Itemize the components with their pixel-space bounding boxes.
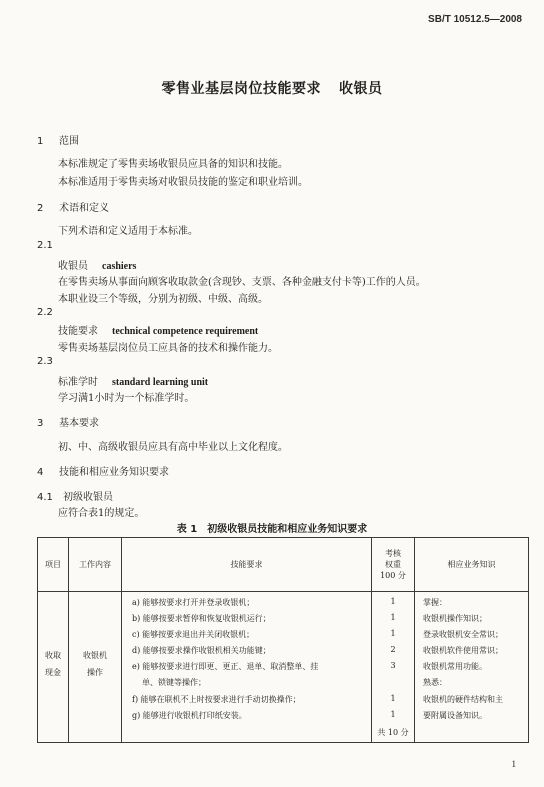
skill-b: b) 能够按要求暂停和恢复收银机运行； bbox=[132, 614, 271, 623]
clause-2-1-def-2: 本职业设三个等级，分别为初级、中级、高级。 bbox=[58, 294, 268, 305]
skill-f: f) 能够在联机不上时按要求进行手动切换操作； bbox=[132, 695, 301, 704]
weight-subtotal: 共 10 分 bbox=[377, 728, 409, 737]
clause-2-3-def-1: 学习满1小时为一个标准学时。 bbox=[58, 393, 195, 404]
clause-2-2-term: 技能要求 technical competence requirement bbox=[58, 326, 259, 337]
skill-g: g) 能够进行收银机打印纸安装。 bbox=[132, 711, 247, 720]
clause-2-2-number: 2.2 bbox=[37, 307, 53, 318]
skill-e: e) 能够按要求进行即更、更正、退单、取消整单、挂 bbox=[132, 662, 319, 671]
title-main: 零售业基层岗位技能要求 bbox=[161, 81, 321, 97]
header-weight: 考核 权重 100 分 bbox=[372, 538, 415, 592]
cell-skills bbox=[122, 592, 372, 743]
clause-2-1-term: 收银员 cashiers bbox=[58, 261, 137, 272]
table-header-row bbox=[38, 538, 529, 592]
section-3-para-1: 初、中、高级收银员应具有高中毕业以上文化程度。 bbox=[58, 442, 288, 453]
section-1-para-2: 本标准适用于零售卖场对收银员技能的鉴定和职业培训。 bbox=[58, 177, 308, 188]
skill-a: a) 能够按要求打开并登录收银机； bbox=[132, 598, 255, 607]
skill-c: c) 能够按要求退出并关闭收银机； bbox=[132, 630, 255, 639]
clause-2-2-def-1: 零售卖场基层岗位员工应具备的技术和操作能力。 bbox=[58, 343, 278, 354]
header-item: 项目 bbox=[38, 538, 69, 592]
section-4-heading: 4 技能和相应业务知识要求 bbox=[37, 467, 169, 478]
cell-weights: 1 1 1 2 3 1 1 共 10 分 bbox=[372, 592, 415, 743]
clause-2-1-def-1: 在零售卖场从事面向顾客收取款金(含现钞、支票、各种金融支付卡等)工作的人员。 bbox=[58, 277, 426, 288]
clause-4-1-heading: 4.1 初级收银员 bbox=[37, 492, 113, 503]
section-3-heading: 3 基本要求 bbox=[37, 418, 99, 429]
title-sub: 收银员 bbox=[339, 81, 383, 97]
clause-2-1-number: 2.1 bbox=[37, 240, 53, 251]
section-2-intro: 下列术语和定义适用于本标准。 bbox=[58, 226, 198, 237]
cell-item: 收取 现金 bbox=[38, 592, 69, 743]
table-1 bbox=[37, 537, 529, 743]
header-skill: 技能要求 bbox=[122, 538, 372, 592]
header-content: 工作内容 bbox=[69, 538, 122, 592]
cell-knowledge: 掌握： 收银机操作知识； 登录收银机安全常识； 收银机软件使用常识； 收银机常用功能。 熟悉： 收银机的硬件结构和主 要附属设备知识。 bbox=[415, 592, 529, 743]
table-1-caption: 表 1 初级收银员技能和相应业务知识要求 bbox=[176, 524, 368, 535]
section-1-para-1: 本标准规定了零售卖场收银员应具备的知识和技能。 bbox=[58, 159, 288, 170]
standard-number: SB/T 10512.5—2008 bbox=[428, 14, 522, 25]
skill-d: d) 能够按要求操作收银机相关功能键； bbox=[132, 646, 271, 655]
section-2-heading: 2 术语和定义 bbox=[37, 203, 109, 214]
page-title bbox=[0, 78, 544, 98]
cell-content: 收银机 操作 bbox=[69, 592, 122, 743]
table-row bbox=[38, 592, 529, 743]
skill-e-cont: 单、锁键等操作； bbox=[142, 678, 206, 687]
clause-2-3-number: 2.3 bbox=[37, 356, 53, 367]
page-number: 1 bbox=[511, 759, 516, 769]
section-1-heading: 1 范围 bbox=[37, 136, 79, 147]
clause-4-1-para-1: 应符合表1的规定。 bbox=[58, 508, 145, 519]
header-knowledge: 相应业务知识 bbox=[415, 538, 529, 592]
clause-2-3-term: 标准学时 standard learning unit bbox=[58, 377, 209, 388]
